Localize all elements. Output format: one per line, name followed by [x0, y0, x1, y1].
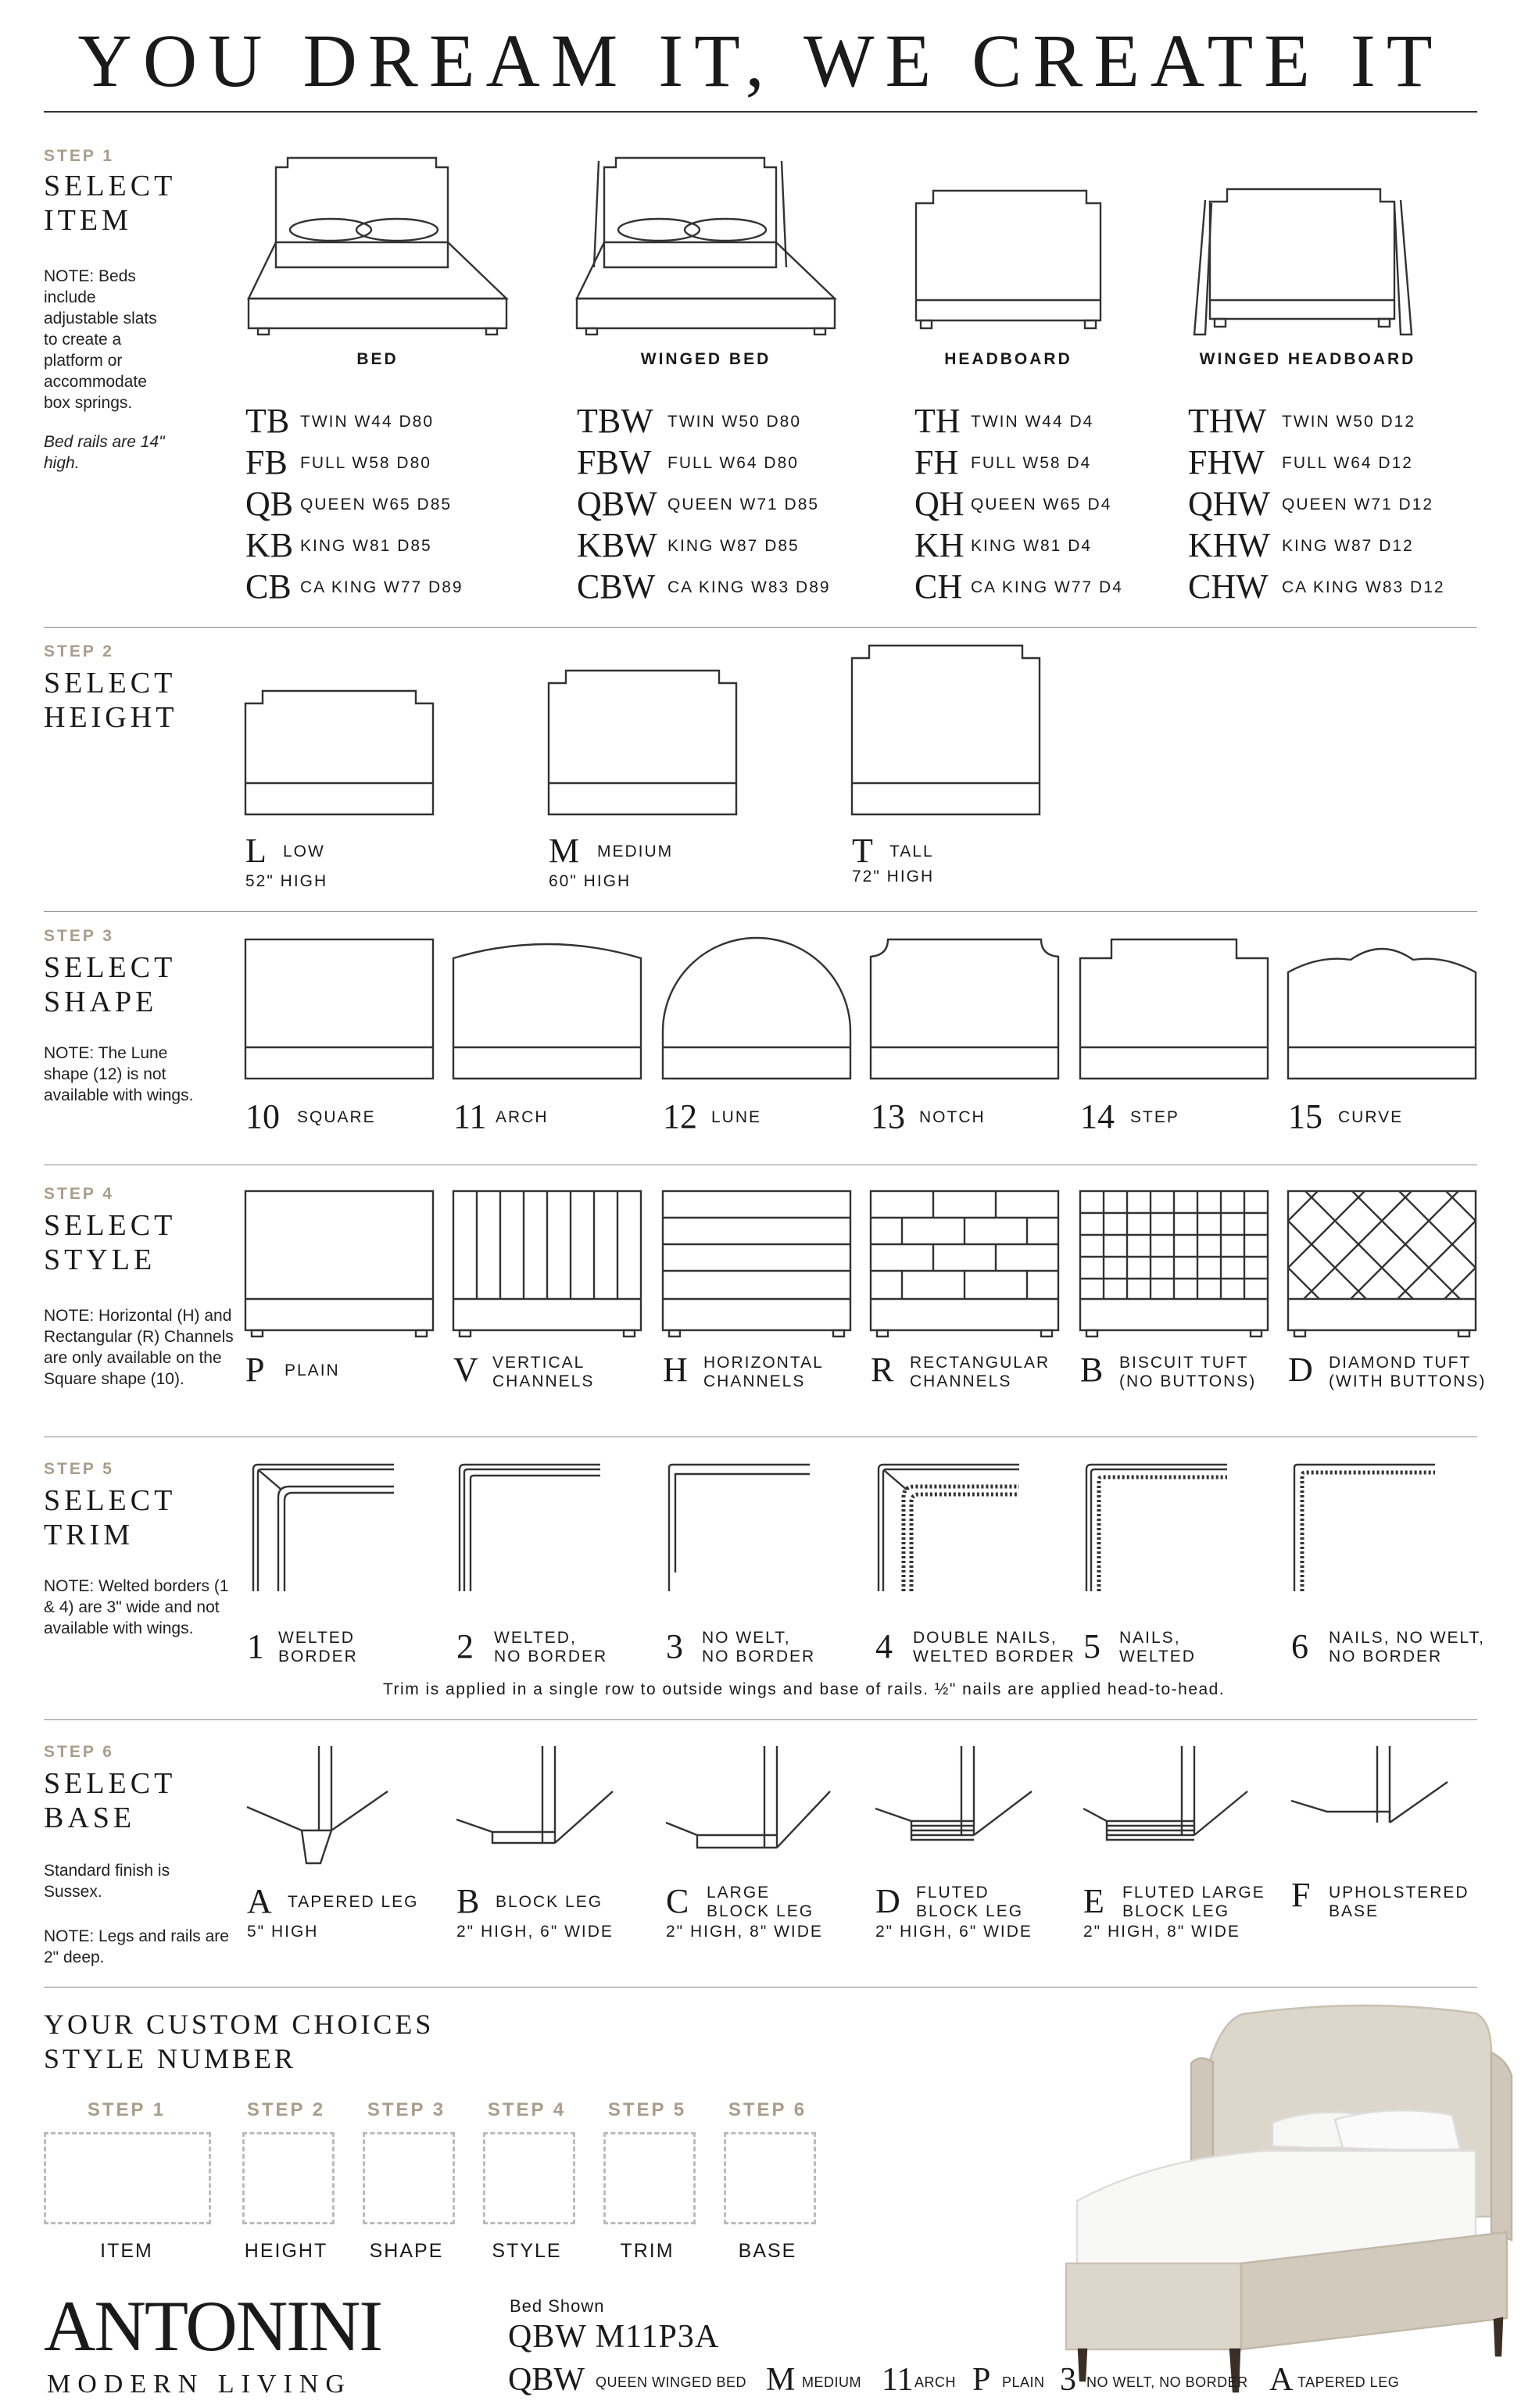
step6-heading-line1: SELECT: [44, 1767, 177, 1800]
step1-note: NOTE: Beds include adjustable slats to create a platform or accommodate box springs.: [44, 267, 157, 412]
height-medium-dim: 60" HIGH: [549, 872, 632, 890]
option-code: KHW: [1188, 526, 1271, 564]
base-f-code: F: [1291, 1876, 1311, 1914]
step2-label: STEP 2: [44, 642, 114, 660]
style-diamond-line1: DIAMOND TUFT: [1329, 1354, 1472, 1372]
base-large-block-leg-icon: [666, 1744, 854, 1885]
custom-step-3-header: STEP 3: [367, 2099, 446, 2120]
base-b-code: B: [456, 1882, 480, 1920]
step2-heading-line2: HEIGHT: [44, 701, 178, 734]
headboard-icon: [916, 191, 1111, 339]
bed-shown-style-number: QBW M11P3A: [508, 2319, 720, 2355]
section-divider: [44, 627, 1477, 628]
style-plain-line1: PLAIN: [285, 1361, 340, 1379]
step4-heading-line2: STYLE: [44, 1243, 156, 1276]
base-b-line1: BLOCK LEG: [496, 1893, 603, 1911]
custom-step-4-label: STYLE: [492, 2240, 562, 2262]
shape-square-icon: [245, 938, 441, 1086]
trim-2-line2: NO BORDER: [494, 1648, 608, 1666]
style-vertical-line1: VERTICAL: [492, 1354, 585, 1372]
winged-headboard-icon: [1194, 186, 1429, 342]
height-low-icon: [245, 691, 441, 824]
trim-double-nails-icon: [875, 1463, 1032, 1596]
breakdown-code: P: [972, 2362, 991, 2398]
breakdown-code: A: [1269, 2362, 1294, 2398]
option-code: CBW: [577, 567, 656, 606]
trim-2-line1: WELTED,: [494, 1629, 577, 1647]
base-d-line1: FLUTED: [916, 1884, 990, 1902]
height-medium-code: M: [549, 832, 580, 870]
option-desc: TWIN W50 D80: [667, 413, 802, 431]
shape-curve-icon: [1288, 938, 1483, 1086]
base-c-line2: BLOCK LEG: [707, 1902, 814, 1920]
height-tall-name: TALL: [889, 843, 934, 861]
option-code: CB: [245, 567, 292, 606]
custom-height-field[interactable]: [242, 2132, 335, 2224]
option-desc: CA KING W83 D12: [1282, 578, 1445, 596]
custom-heading-line2: STYLE NUMBER: [44, 2043, 297, 2074]
shape-arch-name: ARCH: [496, 1108, 549, 1126]
base-c-line1: LARGE: [707, 1884, 771, 1902]
base-block-leg-icon: [456, 1744, 644, 1885]
option-desc: FULL W64 D12: [1282, 454, 1413, 472]
custom-step-5-header: STEP 5: [607, 2099, 687, 2120]
bed-icon: [249, 150, 514, 345]
item-headboard-label: HEADBOARD: [944, 350, 1072, 368]
style-rectangular-line2: CHANNELS: [910, 1372, 1012, 1390]
option-desc: TWIN W44 D4: [971, 413, 1094, 431]
bed-photo: [1038, 2005, 1491, 2396]
trim-3-line1: NO WELT,: [702, 1629, 791, 1647]
height-low-name: LOW: [283, 843, 325, 861]
base-d-code: D: [875, 1882, 900, 1920]
option-desc: KING W87 D85: [667, 537, 800, 555]
trim-5-line2: WELTED: [1119, 1648, 1196, 1666]
breakdown-code: M: [766, 2362, 796, 2398]
option-desc: QUEEN W65 D85: [300, 496, 453, 513]
step6-note-legs: NOTE: Legs and rails are 2" deep.: [44, 1927, 229, 1966]
custom-step-1-label: ITEM: [100, 2240, 153, 2262]
option-desc: FULL W64 D80: [667, 454, 799, 472]
option-code: FHW: [1188, 443, 1265, 481]
style-biscuit-line1: BISCUIT TUFT: [1119, 1354, 1249, 1372]
base-c-dim: 2" HIGH, 8" WIDE: [666, 1923, 823, 1941]
style-rectangular-code: R: [871, 1351, 894, 1389]
base-e-line2: BLOCK LEG: [1122, 1902, 1230, 1920]
trim-3-code: 3: [666, 1627, 683, 1666]
custom-trim-field[interactable]: [603, 2132, 696, 2224]
trim-1-code: 1: [247, 1627, 264, 1666]
option-desc: TWIN W44 D80: [300, 413, 435, 431]
option-desc: CA KING W77 D89: [300, 578, 463, 596]
height-medium-name: MEDIUM: [597, 843, 674, 861]
shape-notch-icon: [871, 938, 1066, 1086]
option-desc: QUEEN W71 D85: [667, 496, 820, 513]
option-code: QHW: [1188, 485, 1271, 523]
shape-lune-code: 12: [663, 1097, 697, 1136]
option-code: KBW: [577, 526, 657, 564]
option-code: TB: [245, 402, 290, 440]
option-desc: KING W81 D4: [971, 537, 1093, 555]
style-biscuit-line2: (NO BUTTONS): [1119, 1372, 1257, 1390]
custom-shape-field[interactable]: [363, 2132, 455, 2224]
style-vertical-icon: [453, 1190, 649, 1338]
trim-4-code: 4: [875, 1627, 893, 1666]
trim-5-code: 5: [1083, 1627, 1100, 1666]
style-biscuit-tuft-icon: [1080, 1190, 1276, 1338]
base-f-line1: UPHOLSTERED: [1329, 1884, 1469, 1902]
base-fluted-large-block-leg-icon: [1083, 1744, 1271, 1885]
shape-square-code: 10: [245, 1097, 280, 1136]
trim-footnote: Trim is applied in a single row to outside wings and base of rails. ½" nails are applied head-to-head.: [383, 1680, 1226, 1698]
step6-label: STEP 6: [44, 1743, 114, 1761]
breakdown-code: 3: [1060, 2362, 1076, 2398]
shape-lune-name: LUNE: [711, 1108, 762, 1126]
option-code: FB: [245, 443, 288, 481]
title-divider: [44, 111, 1477, 113]
step5-label: STEP 5: [44, 1460, 114, 1478]
style-horizontal-line1: HORIZONTAL: [703, 1354, 824, 1372]
item-winged-headboard-label: WINGED HEADBOARD: [1199, 350, 1416, 368]
height-medium-icon: [549, 671, 744, 824]
option-desc: CA KING W83 D89: [667, 578, 831, 596]
option-code: KH: [914, 526, 964, 564]
brand-tagline: MODERN LIVING: [47, 2370, 352, 2399]
step1-heading-line2: ITEM: [44, 204, 132, 237]
shape-curve-code: 15: [1288, 1097, 1322, 1136]
trim-1-line1: WELTED: [278, 1629, 355, 1647]
custom-base-field[interactable]: [724, 2132, 816, 2224]
custom-heading-line1: YOUR CUSTOM CHOICES: [44, 2009, 435, 2040]
step3-note: NOTE: The Lune shape (12) is not available with wings.: [44, 1044, 194, 1104]
style-rectangular-line1: RECTANGULAR: [910, 1354, 1050, 1372]
base-a-line1: TAPERED LEG: [288, 1893, 419, 1911]
custom-step-6-header: STEP 6: [728, 2099, 807, 2120]
step5-heading-line1: SELECT: [44, 1484, 177, 1517]
step6-note: Standard finish is Sussex.: [44, 1862, 170, 1901]
step5-heading-line2: TRIM: [44, 1519, 134, 1551]
breakdown-desc: QUEEN WINGED BED: [596, 2374, 747, 2390]
step6-heading-line2: BASE: [44, 1802, 136, 1834]
step3-heading-line1: SELECT: [44, 951, 177, 984]
breakdown-desc: PLAIN: [1002, 2374, 1045, 2390]
height-tall-dim: 72" HIGH: [852, 868, 935, 886]
option-code: QB: [245, 485, 294, 523]
trim-1-line2: BORDER: [278, 1648, 358, 1666]
height-tall-code: T: [852, 832, 873, 870]
base-tapered-leg-icon: [247, 1744, 435, 1885]
style-plain-icon: [245, 1190, 441, 1338]
winged-bed-icon: [577, 150, 843, 345]
custom-step-2-label: HEIGHT: [244, 2240, 328, 2262]
page-title: YOU DREAM IT, WE CREATE IT: [77, 19, 1444, 102]
option-desc: TWIN W50 D12: [1282, 413, 1416, 431]
custom-item-field[interactable]: [44, 2132, 211, 2224]
step2-heading-line1: SELECT: [44, 667, 177, 700]
style-horizontal-icon: [663, 1190, 858, 1338]
base-e-line1: FLUTED LARGE: [1122, 1884, 1265, 1902]
step4-heading-line1: SELECT: [44, 1209, 177, 1242]
item-bed-label: BED: [356, 350, 399, 368]
style-horizontal-code: H: [663, 1351, 688, 1389]
height-tall-icon: [852, 646, 1047, 824]
trim-5-line1: NAILS,: [1119, 1629, 1181, 1647]
trim-4-line2: WELTED BORDER: [913, 1648, 1075, 1666]
custom-style-field[interactable]: [483, 2132, 575, 2224]
step4-label: STEP 4: [44, 1185, 114, 1203]
custom-step-4-header: STEP 4: [487, 2099, 567, 2120]
option-code: CHW: [1188, 567, 1269, 606]
step3-label: STEP 3: [44, 927, 114, 945]
section-divider: [44, 1719, 1477, 1720]
shape-lune-icon: [663, 938, 858, 1086]
step1-note-rails: Bed rails are 14" high.: [44, 433, 165, 472]
base-c-code: C: [666, 1882, 689, 1920]
base-f-line2: BASE: [1329, 1902, 1380, 1920]
trim-2-code: 2: [456, 1627, 474, 1666]
option-desc: FULL W58 D4: [971, 454, 1092, 472]
option-code: TBW: [577, 402, 653, 440]
option-code: THW: [1188, 402, 1267, 440]
option-code: KB: [245, 526, 294, 564]
breakdown-code: QBW: [508, 2362, 585, 2398]
breakdown-desc: NO WELT, NO BORDER: [1086, 2374, 1248, 2390]
custom-step-6-label: BASE: [738, 2240, 797, 2262]
base-a-dim: 5" HIGH: [247, 1923, 319, 1941]
base-d-dim: 2" HIGH, 6" WIDE: [875, 1923, 1032, 1941]
step1-heading-line1: SELECT: [44, 170, 177, 202]
base-e-code: E: [1083, 1882, 1104, 1920]
custom-step-2-header: STEP 2: [246, 2099, 326, 2120]
custom-step-3-label: SHAPE: [369, 2240, 444, 2262]
breakdown-code: 11: [882, 2362, 914, 2398]
shape-step-name: STEP: [1130, 1108, 1179, 1126]
step3-heading-line2: SHAPE: [44, 986, 158, 1018]
style-diamond-line2: (WITH BUTTONS): [1329, 1372, 1487, 1390]
base-a-code: A: [247, 1882, 272, 1920]
shape-curve-name: CURVE: [1338, 1108, 1404, 1126]
brand-logo: ANTONINI: [44, 2286, 382, 2366]
style-rectangular-icon: [871, 1190, 1066, 1338]
base-d-line2: BLOCK LEG: [916, 1902, 1024, 1920]
step4-note: NOTE: Horizontal (H) and Rectangular (R) Channels are only available on the Square shape (10).: [44, 1307, 234, 1388]
trim-6-code: 6: [1291, 1627, 1308, 1666]
style-vertical-line2: CHANNELS: [492, 1372, 595, 1390]
option-desc: QUEEN W71 D12: [1282, 496, 1434, 513]
section-divider: [44, 1987, 1477, 1988]
breakdown-desc: ARCH: [914, 2374, 957, 2390]
step5-note: NOTE: Welted borders (1 & 4) are 3" wide and not available with wings.: [44, 1577, 229, 1637]
step1-label: STEP 1: [44, 147, 114, 165]
breakdown-desc: TAPERED LEG: [1297, 2374, 1400, 2390]
option-code: FH: [914, 443, 959, 481]
style-horizontal-line2: CHANNELS: [703, 1372, 806, 1390]
option-desc: FULL W58 D80: [300, 454, 431, 472]
style-diamond-code: D: [1288, 1351, 1313, 1389]
option-code: QH: [914, 485, 964, 523]
shape-notch-name: NOTCH: [919, 1108, 986, 1126]
option-desc: CA KING W77 D4: [971, 578, 1123, 596]
base-e-dim: 2" HIGH, 8" WIDE: [1083, 1923, 1240, 1941]
shape-step-icon: [1080, 938, 1276, 1086]
style-plain-code: P: [245, 1351, 265, 1389]
style-diamond-tuft-icon: [1288, 1190, 1483, 1338]
base-fluted-block-leg-icon: [875, 1744, 1063, 1885]
height-low-dim: 52" HIGH: [245, 872, 328, 890]
base-upholstered-icon: [1291, 1744, 1479, 1885]
option-code: FBW: [577, 443, 652, 481]
trim-welted-no-border-icon: [456, 1463, 613, 1596]
item-winged-bed-label: WINGED BED: [640, 350, 771, 368]
bed-shown-label: Bed Shown: [510, 2296, 605, 2316]
trim-4-line1: DOUBLE NAILS,: [913, 1629, 1058, 1647]
shape-arch-icon: [453, 938, 649, 1086]
trim-6-line1: NAILS, NO WELT,: [1329, 1629, 1485, 1647]
breakdown-desc: MEDIUM: [802, 2374, 861, 2390]
custom-step-5-label: TRIM: [620, 2240, 675, 2262]
style-biscuit-code: B: [1080, 1351, 1104, 1389]
base-b-dim: 2" HIGH, 6" WIDE: [456, 1923, 614, 1941]
option-desc: QUEEN W65 D4: [971, 496, 1112, 513]
option-code: CH: [914, 567, 963, 606]
shape-notch-code: 13: [871, 1097, 905, 1136]
trim-nails-welted-icon: [1083, 1463, 1240, 1596]
option-code: QBW: [577, 485, 657, 523]
trim-no-welt-icon: [666, 1463, 822, 1596]
trim-6-line2: NO BORDER: [1329, 1648, 1443, 1666]
option-desc: KING W87 D12: [1282, 537, 1414, 555]
shape-square-name: SQUARE: [297, 1108, 376, 1126]
option-code: TH: [914, 402, 961, 440]
trim-nails-no-welt-icon: [1291, 1463, 1448, 1596]
shape-arch-code: 11: [453, 1097, 487, 1136]
custom-step-1-header: STEP 1: [87, 2099, 166, 2120]
section-divider: [44, 911, 1477, 912]
height-low-code: L: [245, 832, 267, 870]
style-vertical-code: V: [453, 1351, 478, 1389]
option-desc: KING W81 D85: [300, 537, 432, 555]
shape-step-code: 14: [1080, 1097, 1115, 1136]
trim-3-line2: NO BORDER: [702, 1648, 816, 1666]
trim-welted-border-icon: [250, 1463, 406, 1596]
